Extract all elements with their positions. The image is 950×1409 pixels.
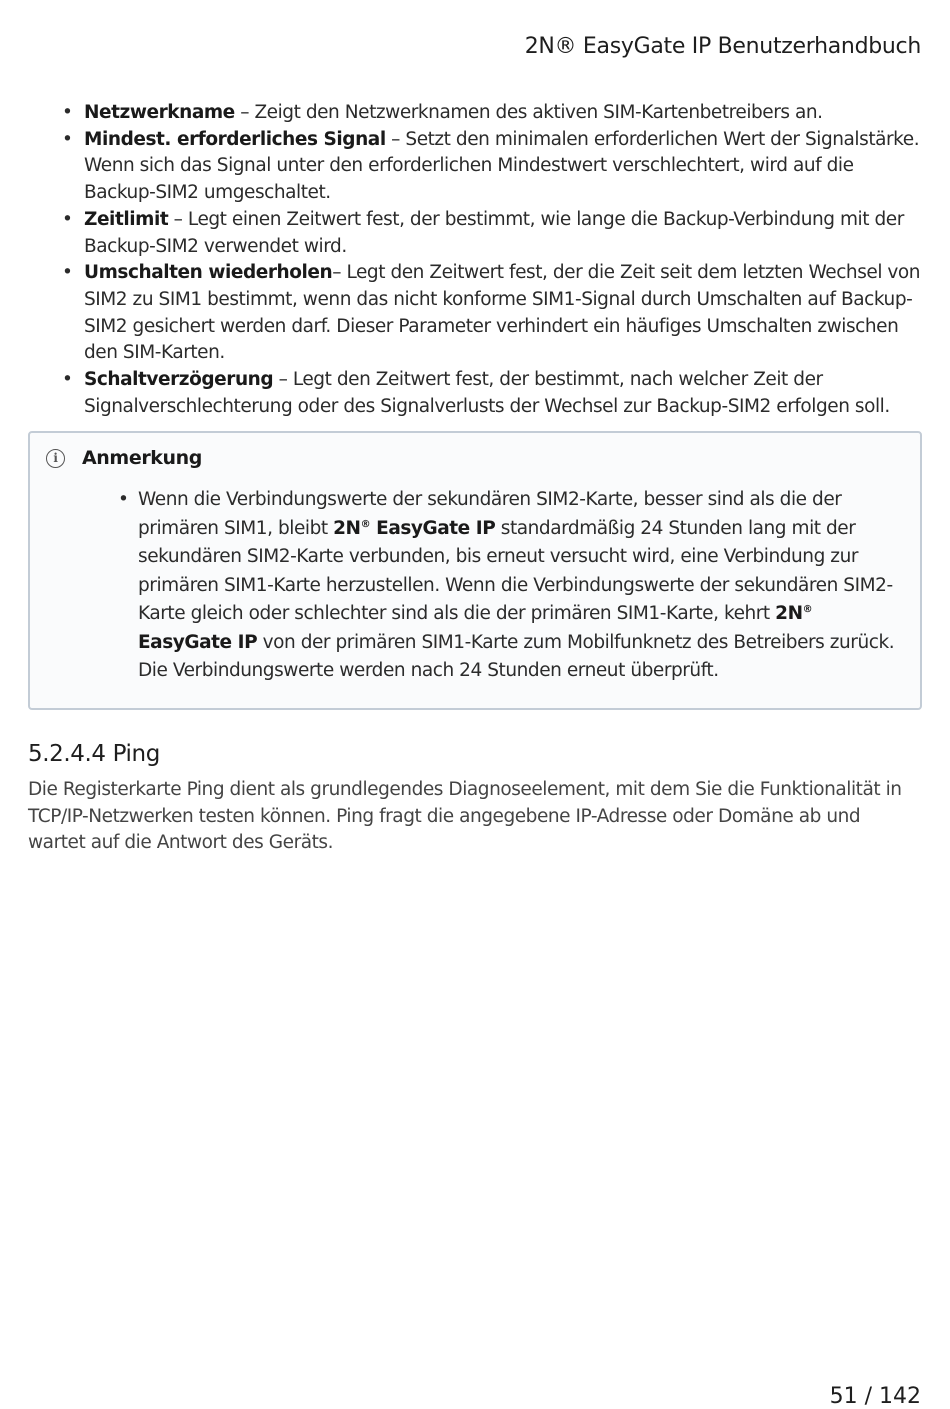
term-label: Mindest. erforderliches Signal (84, 128, 386, 150)
list-item-netzwerkname (28, 100, 922, 127)
note-text-1: Wenn die Verbindungswerte der sekundären SIM2-Karte, besser sind als die der primären SIM1, bleibt (138, 489, 842, 539)
info-icon: i (46, 449, 65, 468)
note-brand-1: 2N® EasyGate IP (333, 517, 496, 539)
term-description: – Legt einen Zeitwert fest, der bestimmt, wie lange die Backup-Verbindung mit der Backup-SIM2 verwendet wird. (84, 208, 904, 257)
note-list (46, 486, 900, 686)
term-description: – Setzt den minimalen erforderlichen Wert der Signalstärke. Wenn sich das Signal unter den erforderlichen Mindestwert verschlechtert, wird auf die Backup-SIM2 umgeschaltet. (84, 128, 920, 204)
note-text-2: standardmäßig 24 Stunden lang mit der sekundären SIM2-Karte verbunden, bis erneut versucht wird, eine Verbindung zur primären SIM1-Karte herzustellen. Wenn die Verbindungswerte der sekundären SIM2-Karte gleich oder schlechter sind als die der primären SIM1-Karte, kehrt (138, 517, 893, 625)
list-item-umschalten-wiederholen (28, 260, 922, 367)
note-title: Anmerkung (82, 447, 202, 470)
list-item-mindest-signal (28, 127, 922, 207)
document-header: 2N® EasyGate IP Benutzerhandbuch (524, 34, 921, 59)
page-content (28, 100, 922, 857)
section-title: 5.2.4.4 Ping (28, 740, 160, 767)
note-text-3: von der primären SIM1-Karte zum Mobilfunknetz des Betreibers zurück. Die Verbindungswerte werden nach 24 Stunden erneut überprüft. (138, 631, 895, 682)
registered-mark: ® (360, 518, 371, 530)
parameter-list (28, 100, 922, 420)
term-label: Zeitlimit (84, 208, 169, 230)
list-item-schaltverzoegerung (28, 367, 922, 420)
note-list-item (46, 486, 900, 686)
term-label: Netzwerkname (84, 102, 235, 123)
registered-mark: ® (802, 604, 813, 616)
note-header (46, 447, 900, 469)
term-description: – Zeigt den Netzwerknamen des aktiven SIM-Kartenbetreibers an. (234, 102, 823, 123)
term-description: – Legt den Zeitwert fest, der bestimmt, nach welcher Zeit der Signalverschlechterung oder des Signalverlusts der Wechsel zur Backup-SIM2 erfolgen soll. (84, 369, 890, 417)
term-label: Schaltverzögerung (84, 369, 274, 391)
note-box (28, 431, 922, 710)
page-number: 51 / 142 (829, 1384, 921, 1409)
term-label: Umschalten wiederholen (84, 262, 333, 284)
section-body: Die Registerkarte Ping dient als grundlegendes Diagnoseelement, mit dem Sie die Funktionalität in TCP/IP-Netzwerken testen können. Ping fragt die angegebene IP-Adresse oder Domäne ab und wartet auf die Antwort des Geräts. (28, 778, 902, 854)
term-description: – Legt den Zeitwert fest, der die Zeit seit dem letzten Wechsel von SIM2 zu SIM1 bestimmt, wenn das nicht konforme SIM1-Signal durch Umschalten auf Backup-SIM2 gesichert werden darf. Dieser Parameter verhindert ein häufiges Umschalten zwischen den SIM-Karten. (84, 262, 921, 364)
note-brand-2: 2N® EasyGate IP (138, 603, 813, 653)
list-item-zeitlimit (28, 207, 922, 260)
